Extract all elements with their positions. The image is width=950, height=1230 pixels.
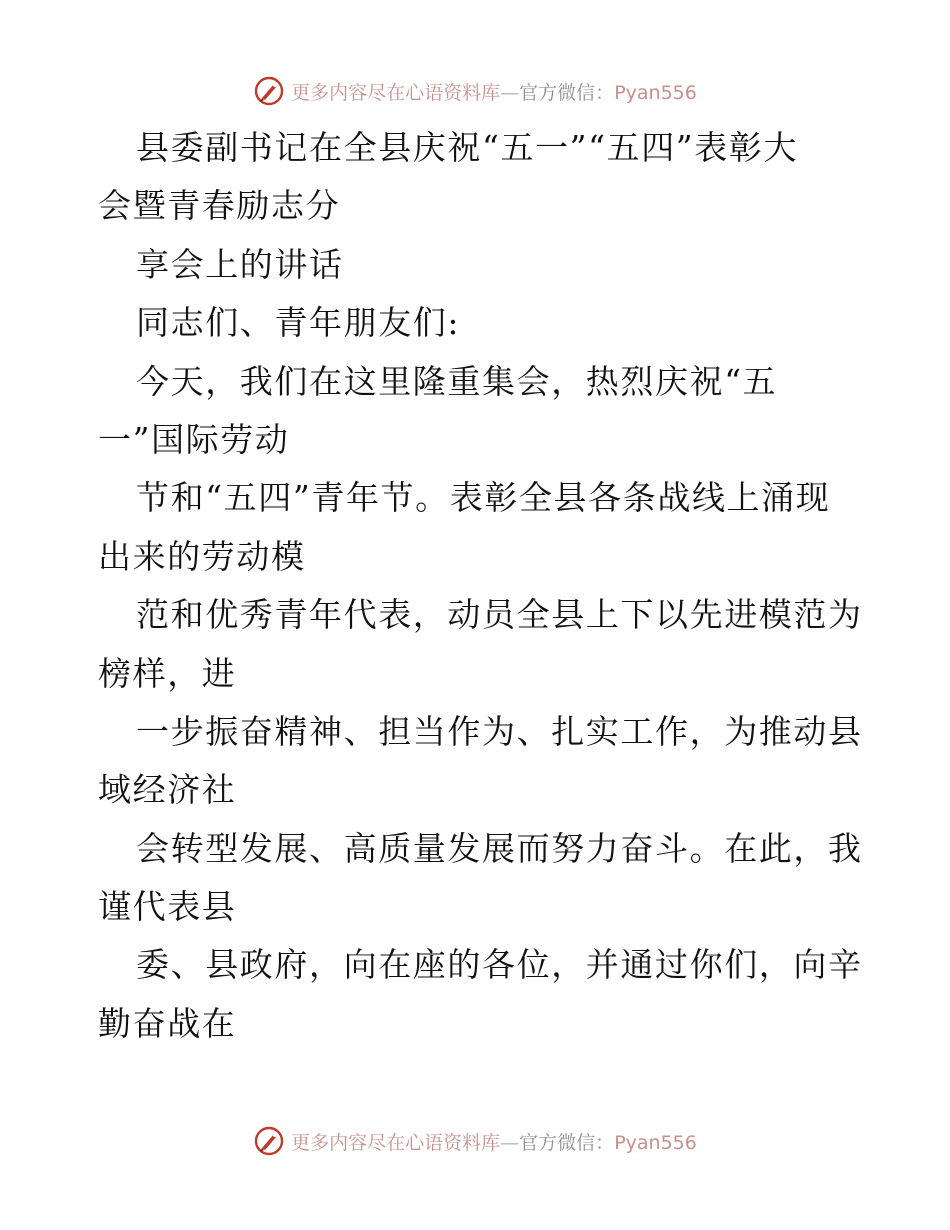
watermark-site-text: 更多内容尽在心语资料库 — [291, 81, 501, 104]
quill-seal-icon — [253, 75, 285, 107]
header-watermark — [0, 71, 950, 111]
text-line: 会转型发展、高质量发展而努力奋斗。在此，我 — [136, 828, 863, 868]
text-line: 范和优秀青年代表，动员全县上下以先进模范为 — [136, 595, 863, 635]
watermark-site-text: 更多内容尽在心语资料库 — [291, 1131, 501, 1154]
text-line: 节和“五四”青年节。表彰全县各条战线上涌现 — [136, 478, 831, 518]
watermark-label: 官方微信： — [519, 81, 615, 104]
watermark-separator: — — [500, 1131, 520, 1154]
text-line: 出来的劳动模 — [98, 536, 306, 576]
text-line: 县委副书记在全县庆祝“五一”“五四”表彰大 — [136, 128, 799, 167]
footer-watermark — [0, 1121, 950, 1161]
watermark-id: Pyan556 — [614, 81, 697, 104]
text-line: 一”国际劳动 — [98, 419, 290, 459]
quill-seal-icon — [253, 1125, 285, 1157]
text-line: 会暨青春励志分 — [98, 186, 341, 226]
watermark-label: 官方微信： — [519, 1131, 615, 1154]
text-line: 今天，我们在这里隆重集会，热烈庆祝“五 — [136, 361, 778, 401]
text-line: 域经济社 — [98, 770, 237, 810]
text-line: 榜样，进 — [98, 653, 237, 693]
text-line: 勤奋战在 — [98, 1003, 237, 1043]
document-body — [98, 119, 863, 1053]
watermark-separator: — — [500, 81, 520, 104]
text-line: 享会上的讲话 — [136, 244, 344, 284]
text-line: 谨代表县 — [98, 887, 237, 927]
text-line: 同志们、青年朋友们: — [136, 303, 461, 343]
text-line: 一步振奋精神、担当作为、扎实工作，为推动县 — [136, 711, 863, 751]
watermark-id: Pyan556 — [614, 1131, 697, 1154]
text-line: 委、县政府，向在座的各位，并通过你们，向辛 — [136, 945, 863, 985]
